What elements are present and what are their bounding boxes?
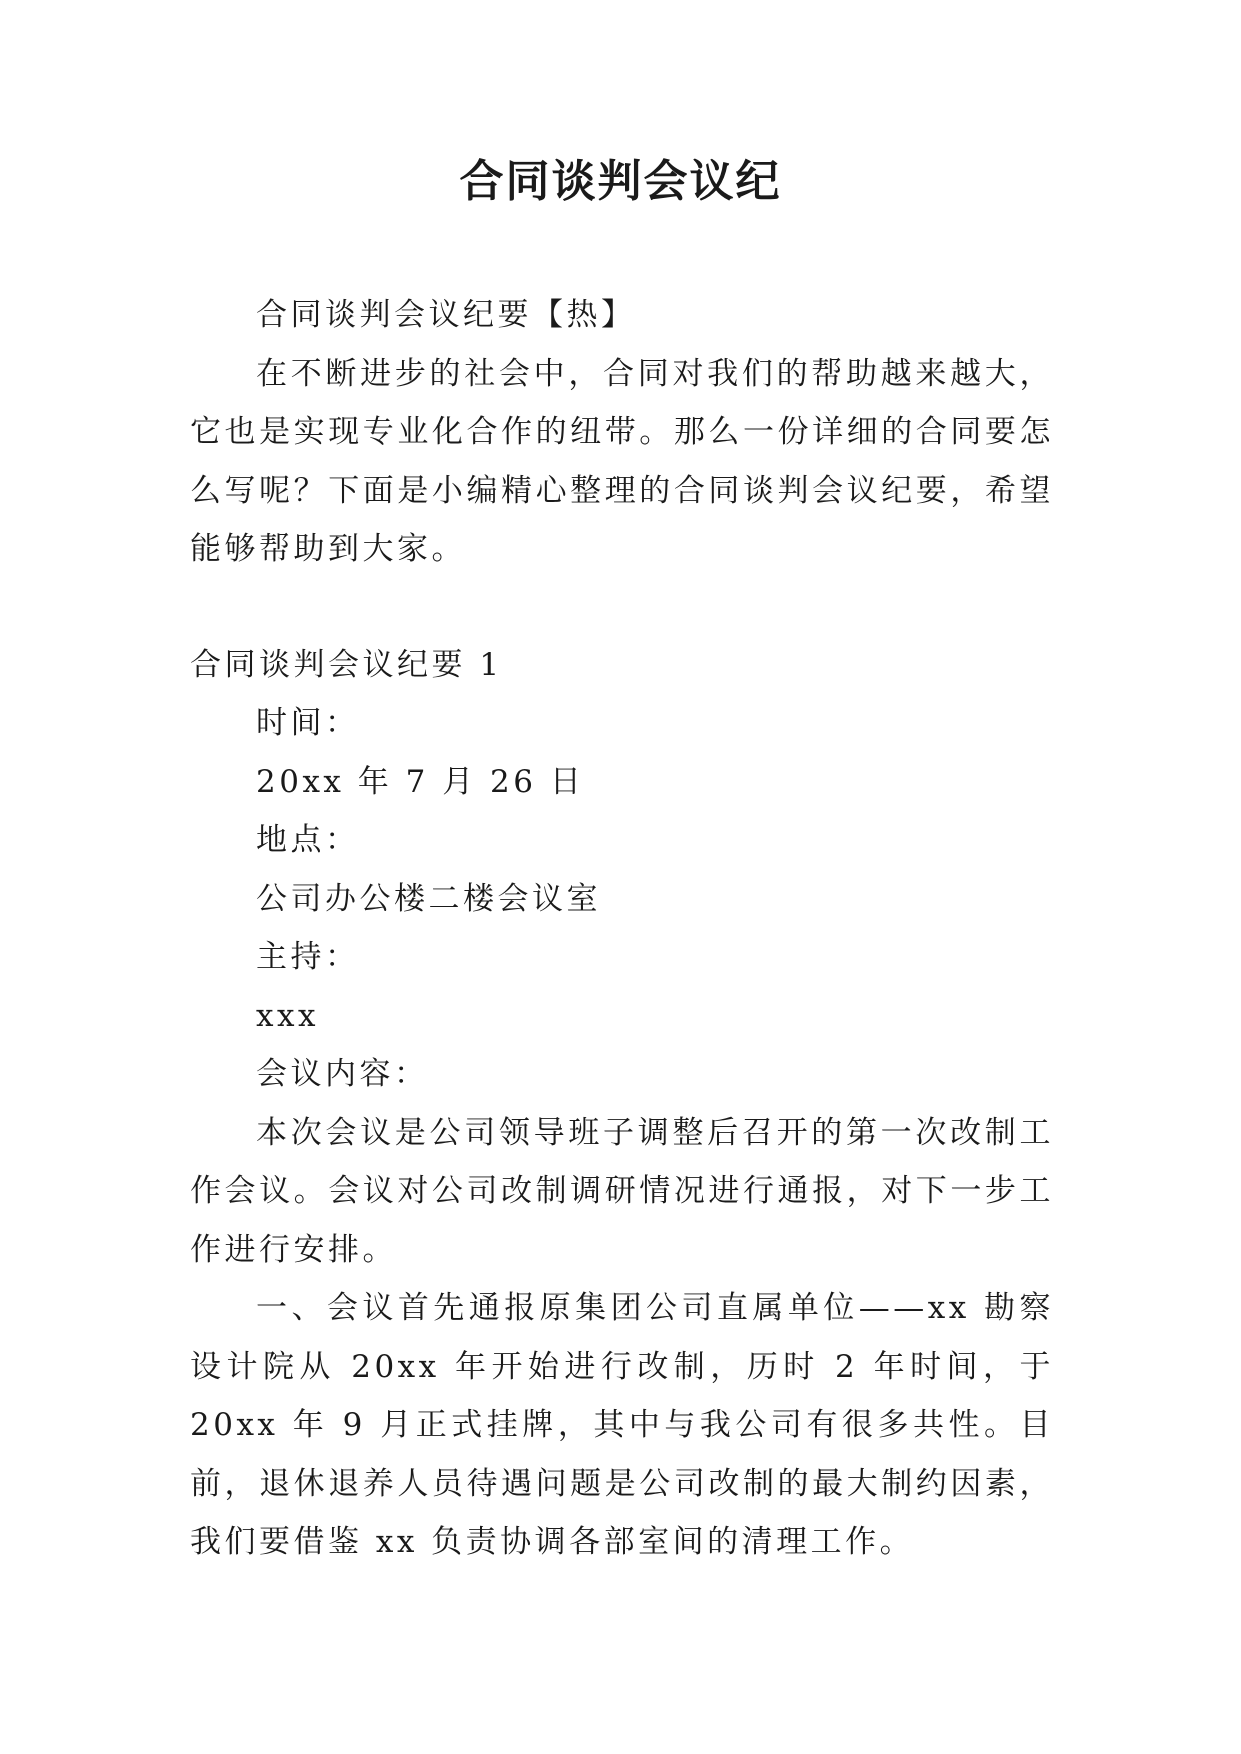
item-1-paragraph: 一、会议首先通报原集团公司直属单位——xx 勘察设计院从 20xx 年开始进行改制，历时 2 年时间，于 20xx 年 9 月正式挂牌，其中与我公司有很多共性。目前，退休退养人员待遇问题是公司改制的最大制约因素，我们要借鉴 xx 负责协调各部室间的清理工作。 — [190, 1290, 1054, 1560]
intro-paragraph: 在不断进步的社会中，合同对我们的帮助越来越大，它也是实现专业化合作的纽带。那么一份详细的合同要怎么写呢？下面是小编精心整理的合同谈判会议纪要，希望能够帮助到大家。 — [190, 355, 1054, 567]
content-label: 会议内容： — [256, 1056, 429, 1092]
place-label: 地点： — [256, 822, 360, 858]
intro-heading: 合同谈判会议纪要【热】 — [256, 297, 636, 333]
section-heading: 合同谈判会议纪要 1 — [190, 646, 503, 683]
section-spacer — [190, 579, 1054, 636]
time-value: 20xx 年 7 月 26 日 — [256, 763, 585, 800]
document-body — [190, 286, 1054, 1572]
document-title: 合同谈判会议纪 — [459, 156, 782, 207]
place-value: 公司办公楼二楼会议室 — [256, 880, 601, 917]
time-label: 时间： — [256, 705, 360, 741]
content-paragraph: 本次会议是公司领导班子调整后召开的第一次改制工作会议。会议对公司改制调研情况进行通报，对下一步工作进行安排。 — [190, 1114, 1054, 1268]
host-label: 主持： — [256, 939, 360, 975]
host-value: xxx — [256, 997, 319, 1034]
